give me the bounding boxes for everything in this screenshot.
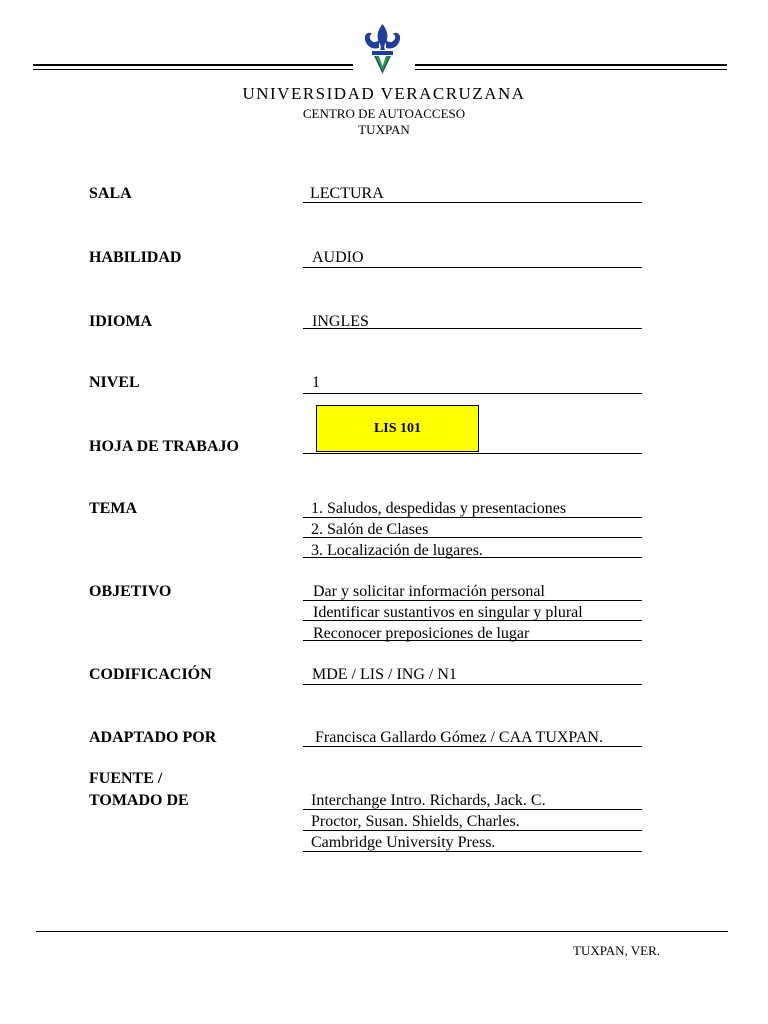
fuente-label-line1: FUENTE / — [89, 770, 163, 787]
tema-value-2: 2. Salón de Clases — [311, 521, 429, 538]
city-subtitle: TUXPAN — [358, 122, 410, 137]
tema-value-3: 3. Localización de lugares. — [311, 542, 483, 559]
sala-value: LECTURA — [310, 185, 384, 202]
tema-underline-3 — [303, 557, 642, 558]
header-rule-left-bottom — [33, 69, 353, 70]
nivel-value: 1 — [312, 374, 320, 391]
hoja-underline — [303, 453, 642, 454]
worksheet-badge: LIS 101 — [316, 405, 479, 452]
tema-value-1: 1. Saludos, despedidas y presentaciones — [311, 500, 567, 517]
fuente-value-1: Interchange Intro. Richards, Jack. C. — [311, 792, 546, 809]
objetivo-value-3: Reconocer preposiciones de lugar — [313, 625, 530, 642]
idioma-value: INGLES — [312, 313, 369, 330]
nivel-underline — [303, 393, 642, 394]
header-rule-right-bottom — [415, 69, 727, 70]
objetivo-label: OBJETIVO — [89, 583, 172, 600]
footer-rule — [36, 931, 728, 932]
idioma-label: IDIOMA — [89, 313, 153, 330]
adaptado-label: ADAPTADO POR — [89, 729, 217, 746]
fuente-underline-1 — [303, 809, 642, 810]
habilidad-value: AUDIO — [312, 249, 364, 266]
fuente-underline-2 — [303, 830, 642, 831]
codificacion-label: CODIFICACIÓN — [89, 666, 212, 683]
sala-underline — [303, 202, 642, 203]
adaptado-value: Francisca Gallardo Gómez / CAA TUXPAN. — [315, 729, 603, 746]
tema-underline-1 — [303, 517, 642, 518]
footer-location: TUXPAN, VER. — [573, 943, 661, 958]
tema-label: TEMA — [89, 500, 137, 517]
codificacion-value: MDE / LIS / ING / N1 — [312, 666, 457, 683]
idioma-underline — [303, 328, 642, 329]
center-subtitle: CENTRO DE AUTOACCESO — [302, 106, 466, 121]
fleur-de-lis-icon — [360, 22, 405, 78]
objetivo-underline-1 — [303, 600, 642, 601]
university-logo — [360, 22, 405, 78]
fuente-value-2: Proctor, Susan. Shields, Charles. — [311, 813, 520, 830]
fuente-underline-3 — [303, 851, 642, 852]
tema-underline-2 — [303, 537, 642, 538]
fuente-value-3: Cambridge University Press. — [311, 834, 496, 851]
adaptado-underline — [303, 746, 642, 747]
habilidad-label: HABILIDAD — [89, 249, 182, 266]
objetivo-value-2: Identificar sustantivos en singular y plural — [313, 604, 583, 621]
sala-label: SALA — [89, 185, 132, 202]
objetivo-underline-2 — [303, 620, 642, 621]
objetivo-underline-3 — [303, 640, 642, 641]
hoja-label: HOJA DE TRABAJO — [89, 438, 239, 455]
header-rule-left-top — [33, 64, 353, 66]
fuente-label-line2: TOMADO DE — [89, 792, 189, 809]
nivel-label: NIVEL — [89, 374, 140, 391]
habilidad-underline — [303, 267, 642, 268]
header-rule-right-top — [415, 64, 727, 66]
university-title: UNIVERSIDAD VERACRUZANA — [242, 84, 526, 103]
codificacion-underline — [303, 684, 642, 685]
objetivo-value-1: Dar y solicitar información personal — [313, 583, 545, 600]
